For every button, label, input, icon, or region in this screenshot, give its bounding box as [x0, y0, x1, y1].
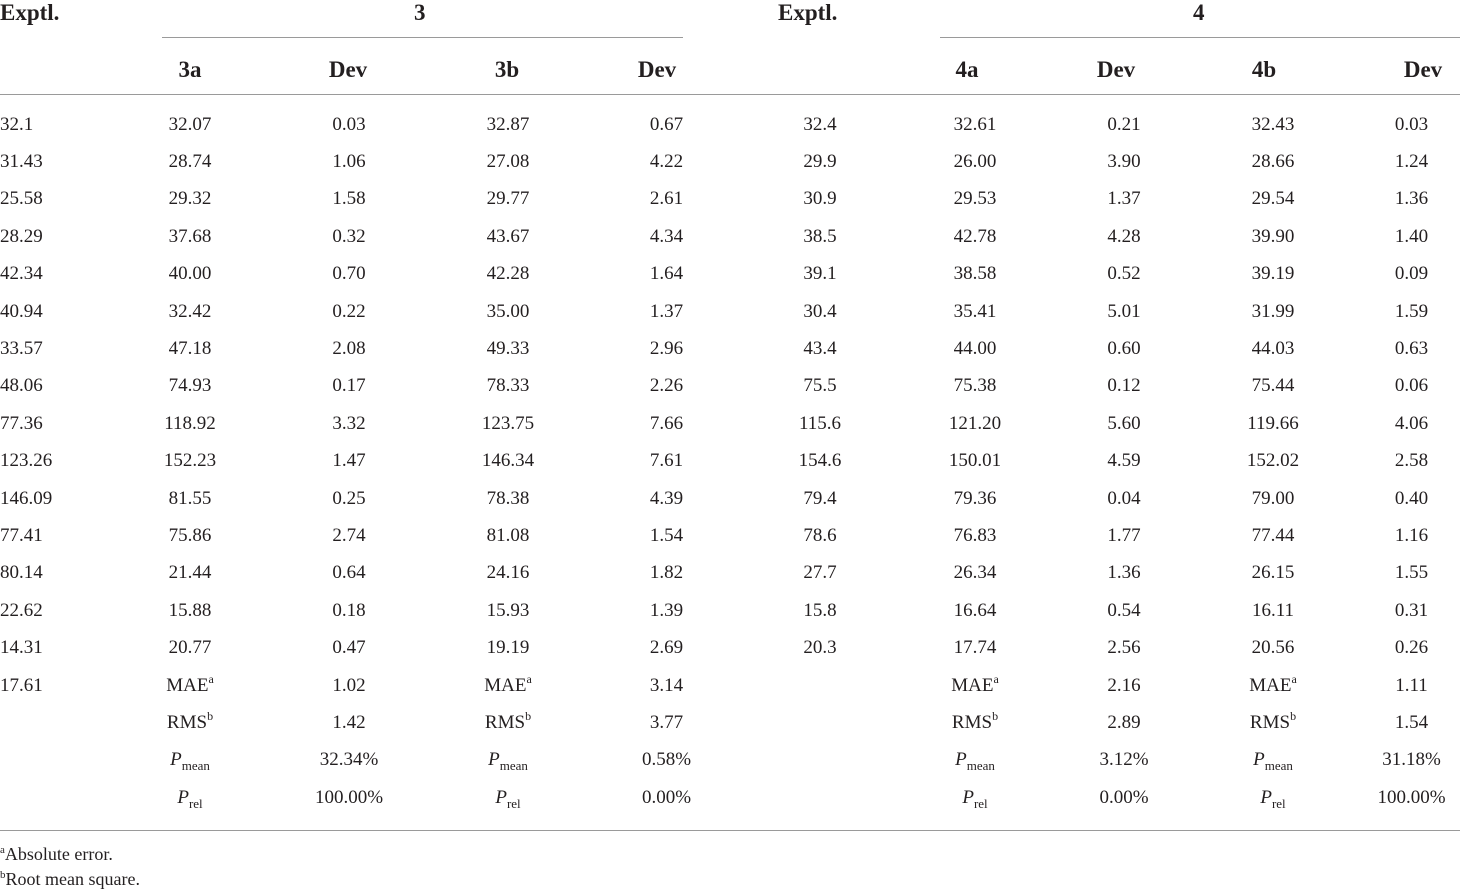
stat-label-3b-sup: a — [526, 671, 532, 686]
value-4b-cell: 75.44 — [1251, 375, 1295, 397]
value-3a-cell: 74.93 — [168, 375, 212, 397]
stat-value-3b: 0.00% — [641, 786, 692, 808]
dev-3b-cell: 7.66 — [649, 412, 684, 434]
stat-label-3b-sub: mean — [499, 758, 528, 774]
dev-4a-cell: 1.37 — [1107, 188, 1141, 210]
stats-row-rms — [0, 704, 1460, 741]
header-col-4b: 4b — [1251, 57, 1277, 82]
exptl-4-cell: 15.8 — [803, 599, 837, 621]
dev-3a-cell: 2.74 — [332, 524, 366, 546]
exptl-4-cell: 27.7 — [803, 562, 837, 584]
stat-label-4b — [1183, 779, 1363, 816]
exptl-3-cell: 77.36 — [0, 412, 43, 434]
stat-label-4a-sub: rel — [973, 795, 988, 811]
dev-4b-cell: 0.31 — [1394, 599, 1429, 621]
value-4b-cell: 20.56 — [1251, 637, 1295, 659]
dev-4a-cell: 3.90 — [1107, 151, 1141, 173]
value-4a-cell: 16.64 — [953, 599, 997, 621]
value-3b-cell: 81.08 — [486, 524, 530, 546]
stat-label-3b-text: P — [488, 749, 500, 771]
table-row — [0, 480, 1460, 517]
header-col-4a-dev: Dev — [1096, 57, 1136, 82]
dev-3a-cell: 0.32 — [332, 225, 366, 247]
value-3b-cell: 78.38 — [486, 487, 530, 509]
value-3a-cell: 47.18 — [168, 338, 212, 360]
stat-label-3a — [120, 742, 260, 779]
stats-row-mae — [0, 667, 1460, 704]
stat-label-4b-text: P — [1260, 786, 1272, 808]
dev-4b-cell: 0.26 — [1394, 637, 1429, 659]
value-4b-cell: 39.90 — [1251, 225, 1295, 247]
dev-3a-cell: 0.18 — [332, 599, 366, 621]
exptl-3-cell: 40.94 — [0, 300, 43, 322]
stat-value-3a: 32.34% — [319, 749, 379, 771]
exptl-3-cell: 33.57 — [0, 338, 43, 360]
stat-label-3a-sub: mean — [181, 758, 210, 774]
value-3a-cell: 15.88 — [168, 599, 212, 621]
value-4a-cell: 42.78 — [953, 225, 997, 247]
stat-value-4b: 31.18% — [1382, 749, 1441, 771]
table-row — [0, 106, 1460, 143]
exptl-3-cell: 31.43 — [0, 151, 43, 173]
value-4b-cell: 79.00 — [1251, 487, 1295, 509]
table-row — [0, 555, 1460, 592]
dev-4b-cell: 1.55 — [1394, 562, 1429, 584]
table-row — [0, 368, 1460, 405]
value-3b-cell: 49.33 — [486, 338, 530, 360]
value-3a-cell: 152.23 — [163, 450, 217, 472]
stat-label-3b-sub: rel — [506, 795, 521, 811]
stats-row-prel — [0, 779, 1460, 816]
stat-label-4a-text: P — [962, 786, 974, 808]
empty-cell — [0, 704, 120, 741]
exptl-3-cell: 25.58 — [0, 188, 43, 210]
stat-value-4b: 1.11 — [1395, 674, 1428, 696]
exptl-3-cell: 17.61 — [0, 674, 43, 696]
header-group-4: 4 — [1193, 0, 1205, 25]
stat-label-4a — [885, 667, 1065, 704]
value-3b-cell: 19.19 — [486, 637, 530, 659]
stat-label-3a — [120, 667, 260, 704]
value-3b-cell: 27.08 — [486, 151, 530, 173]
dev-3b-cell: 1.82 — [649, 562, 684, 584]
dev-3a-cell: 2.08 — [332, 338, 366, 360]
dev-3b-cell: 2.26 — [649, 375, 684, 397]
exptl-4-cell: 115.6 — [798, 412, 842, 434]
dev-4a-cell: 1.36 — [1107, 562, 1141, 584]
dev-4b-cell: 1.24 — [1394, 151, 1429, 173]
stat-value-4a: 0.00% — [1099, 786, 1149, 808]
dev-4a-cell: 4.28 — [1107, 225, 1141, 247]
stat-label-4a-text: MAE — [951, 674, 994, 696]
dev-4a-cell: 0.04 — [1107, 487, 1141, 509]
value-3b-cell: 15.93 — [486, 599, 530, 621]
value-4b-cell: 29.54 — [1251, 188, 1295, 210]
value-4a-cell: 38.58 — [953, 263, 997, 285]
value-4b-cell: 77.44 — [1251, 524, 1295, 546]
dev-3b-cell: 2.69 — [649, 637, 684, 659]
value-4b-cell: 16.11 — [1251, 599, 1295, 621]
stat-label-3a-text: P — [170, 749, 182, 771]
value-3a-cell: 21.44 — [168, 562, 212, 584]
dev-3b-cell: 7.61 — [649, 450, 684, 472]
stat-value-3b: 0.58% — [641, 749, 692, 771]
header-col-3a: 3a — [178, 57, 202, 82]
dev-4a-cell: 4.59 — [1107, 450, 1141, 472]
dev-3a-cell: 0.25 — [332, 487, 366, 509]
dev-3a-cell: 0.22 — [332, 300, 366, 322]
dev-3a-cell: 1.06 — [332, 151, 366, 173]
stat-label-4b — [1183, 704, 1363, 741]
dev-4a-cell: 0.12 — [1107, 375, 1141, 397]
value-3b-cell: 32.87 — [486, 113, 530, 135]
dev-3b-cell: 0.67 — [649, 113, 684, 135]
stat-label-3a — [120, 779, 260, 816]
dev-3b-cell: 4.39 — [649, 487, 684, 509]
footnote-b-text: Root mean square. — [5, 869, 140, 889]
value-3b-cell: 43.67 — [486, 225, 530, 247]
stat-value-3b: 3.14 — [649, 674, 684, 696]
stat-value-3b: 3.77 — [649, 711, 684, 733]
dev-4a-cell: 5.60 — [1107, 412, 1141, 434]
stat-value-4a: 2.16 — [1107, 674, 1141, 696]
dev-4b-cell: 2.58 — [1394, 450, 1429, 472]
exptl-3-cell: 80.14 — [0, 562, 43, 584]
empty-cell — [0, 779, 120, 816]
table-row — [0, 330, 1460, 367]
header-col-3b: 3b — [494, 57, 520, 82]
value-4a-cell: 76.83 — [953, 524, 997, 546]
dev-3a-cell: 1.58 — [332, 188, 366, 210]
dev-3b-cell: 2.61 — [649, 188, 684, 210]
dev-3b-cell: 1.64 — [649, 263, 684, 285]
value-3a-cell: 81.55 — [168, 487, 212, 509]
stat-label-3a-sub: rel — [188, 795, 203, 811]
empty-cell — [755, 704, 885, 741]
value-3b-cell: 42.28 — [486, 263, 530, 285]
dev-3a-cell: 0.03 — [332, 113, 366, 135]
dev-4a-cell: 0.54 — [1107, 599, 1141, 621]
exptl-4-cell: 154.6 — [798, 450, 842, 472]
stat-label-3b — [438, 704, 578, 741]
stat-label-4b-sub: mean — [1264, 758, 1293, 774]
table-row — [0, 218, 1460, 255]
value-4a-cell: 75.38 — [953, 375, 997, 397]
dev-4b-cell: 4.06 — [1394, 412, 1429, 434]
header-col-4b-dev: Dev — [1403, 57, 1443, 82]
exptl-3-cell: 146.09 — [0, 487, 53, 509]
value-4a-cell: 26.34 — [953, 562, 997, 584]
value-4b-cell: 119.66 — [1247, 412, 1299, 434]
group-3-rule — [162, 37, 683, 38]
value-4a-cell: 32.61 — [953, 113, 997, 135]
exptl-4-cell: 79.4 — [803, 487, 837, 509]
stat-label-4b-sup: a — [1291, 671, 1297, 686]
dev-4b-cell: 0.03 — [1394, 113, 1429, 135]
dev-3a-cell: 0.17 — [332, 375, 366, 397]
value-3a-cell: 32.42 — [168, 300, 212, 322]
dev-3b-cell: 1.54 — [649, 524, 684, 546]
value-3b-cell: 146.34 — [481, 450, 535, 472]
stat-label-4a-sub: mean — [966, 758, 995, 774]
table-row — [0, 592, 1460, 629]
exptl-3-cell: 42.34 — [0, 263, 43, 285]
stat-value-3a: 100.00% — [314, 786, 384, 808]
dev-4b-cell: 1.16 — [1394, 524, 1429, 546]
stat-label-3a-sup: a — [208, 671, 214, 686]
stat-label-3a-sup: b — [207, 708, 214, 723]
empty-cell — [755, 667, 885, 704]
data-rows — [0, 106, 1460, 816]
dev-4b-cell: 0.06 — [1394, 375, 1429, 397]
value-3a-cell: 20.77 — [168, 637, 212, 659]
value-3a-cell: 75.86 — [168, 524, 212, 546]
dev-4a-cell: 0.52 — [1107, 263, 1141, 285]
value-4a-cell: 17.74 — [953, 637, 997, 659]
value-3b-cell: 35.00 — [486, 300, 530, 322]
stat-label-3a — [120, 704, 260, 741]
stat-label-4b — [1183, 742, 1363, 779]
exptl-4-cell: 43.4 — [803, 338, 837, 360]
dev-3a-cell: 3.32 — [332, 412, 366, 434]
stat-label-3a-text: P — [177, 786, 189, 808]
table-row — [0, 405, 1460, 442]
exptl-4-cell: 30.4 — [803, 300, 837, 322]
value-4b-cell: 32.43 — [1251, 113, 1295, 135]
stat-label-3b — [438, 742, 578, 779]
exptl-3-cell: 48.06 — [0, 375, 43, 397]
dev-4a-cell: 2.56 — [1107, 637, 1141, 659]
dev-3a-cell: 1.47 — [332, 450, 366, 472]
table-row — [0, 181, 1460, 218]
value-4a-cell: 121.20 — [948, 412, 1002, 434]
stat-value-4a: 3.12% — [1099, 749, 1149, 771]
stat-label-4b-text: MAE — [1249, 674, 1292, 696]
value-3b-cell: 24.16 — [486, 562, 530, 584]
dev-3a-cell: 0.64 — [332, 562, 366, 584]
header-col-4a: 4a — [955, 57, 979, 82]
stat-label-3b — [438, 667, 578, 704]
group-4-rule — [940, 37, 1460, 38]
value-3b-cell: 78.33 — [486, 375, 530, 397]
stat-label-4a-text: P — [955, 749, 967, 771]
dev-3b-cell: 1.39 — [649, 599, 684, 621]
stats-row-pmean — [0, 742, 1460, 779]
table-row — [0, 143, 1460, 180]
header-col-3a-dev: Dev — [328, 57, 368, 82]
dev-4a-cell: 0.21 — [1107, 113, 1141, 135]
stat-label-4b-text: RMS — [1249, 711, 1291, 733]
stat-label-3a-text: MAE — [166, 674, 209, 696]
footnote-a-mark: a — [0, 844, 5, 856]
table-row — [0, 517, 1460, 554]
value-3b-cell: 123.75 — [481, 412, 535, 434]
exptl-4-cell: 75.5 — [803, 375, 837, 397]
header-group-3: 3 — [414, 0, 426, 25]
value-4b-cell: 26.15 — [1251, 562, 1295, 584]
value-3b-cell: 29.77 — [486, 188, 530, 210]
stat-label-4b-sub: rel — [1271, 795, 1286, 811]
exptl-3-cell: 14.31 — [0, 637, 43, 659]
stat-label-4a-text: RMS — [951, 711, 993, 733]
stat-value-3a: 1.02 — [332, 674, 366, 696]
value-3a-cell: 40.00 — [168, 263, 212, 285]
value-4a-cell: 29.53 — [953, 188, 997, 210]
dev-3a-cell: 0.70 — [332, 263, 366, 285]
dev-4b-cell: 1.59 — [1394, 300, 1429, 322]
header-exptl-right: Exptl. — [778, 0, 838, 25]
table-row — [0, 443, 1460, 480]
dev-4b-cell: 1.40 — [1394, 225, 1429, 247]
stat-value-4b: 1.54 — [1394, 711, 1429, 733]
stat-label-3b-sup: b — [525, 708, 532, 723]
value-4b-cell: 28.66 — [1251, 151, 1295, 173]
exptl-3-cell: 28.29 — [0, 225, 43, 247]
value-4a-cell: 44.00 — [953, 338, 997, 360]
value-3a-cell: 28.74 — [168, 151, 212, 173]
stat-label-4a — [885, 779, 1065, 816]
dev-3b-cell: 4.22 — [649, 151, 684, 173]
stat-label-4b-sup: b — [1290, 708, 1297, 723]
dev-4a-cell: 5.01 — [1107, 300, 1141, 322]
empty-cell — [0, 742, 120, 779]
empty-cell — [755, 742, 885, 779]
value-4a-cell: 150.01 — [948, 450, 1002, 472]
stat-label-4a-sup: a — [993, 671, 999, 686]
dev-4b-cell: 0.63 — [1394, 338, 1429, 360]
table-row — [0, 293, 1460, 330]
stat-label-4a — [885, 742, 1065, 779]
header-exptl-left: Exptl. — [0, 0, 60, 25]
dev-3b-cell: 4.34 — [649, 225, 684, 247]
exptl-3-cell: 22.62 — [0, 599, 43, 621]
stat-label-3b-text: P — [495, 786, 507, 808]
dev-3b-cell: 1.37 — [649, 300, 684, 322]
exptl-3-cell: 123.26 — [0, 450, 53, 472]
stat-label-4b — [1183, 667, 1363, 704]
value-4b-cell: 39.19 — [1251, 263, 1295, 285]
stat-label-4a — [885, 704, 1065, 741]
stat-value-4a: 2.89 — [1107, 711, 1141, 733]
exptl-4-cell: 32.4 — [803, 113, 837, 135]
data-table — [0, 106, 1460, 816]
footnote-b — [0, 869, 140, 889]
stat-label-4b-text: P — [1253, 749, 1265, 771]
stat-label-3b-text: RMS — [484, 711, 526, 733]
exptl-4-cell: 30.9 — [803, 188, 837, 210]
stat-label-4a-sup: b — [992, 708, 999, 723]
dev-4a-cell: 0.60 — [1107, 338, 1141, 360]
dev-3b-cell: 2.96 — [649, 338, 684, 360]
value-4a-cell: 79.36 — [953, 487, 997, 509]
stat-value-3a: 1.42 — [332, 711, 366, 733]
value-3a-cell: 37.68 — [168, 225, 212, 247]
exptl-3-cell: 77.41 — [0, 524, 43, 546]
stat-label-3b-text: MAE — [484, 674, 527, 696]
exptl-4-cell: 29.9 — [803, 151, 837, 173]
value-3a-cell: 32.07 — [168, 113, 212, 135]
table-bottom-rule — [0, 830, 1460, 831]
value-3a-cell: 29.32 — [168, 188, 212, 210]
header-bottom-rule — [0, 94, 1460, 95]
header-col-3b-dev: Dev — [637, 57, 677, 82]
table-row — [0, 256, 1460, 293]
stat-label-3a-text: RMS — [166, 711, 208, 733]
exptl-4-cell: 20.3 — [803, 637, 837, 659]
dev-4b-cell: 1.36 — [1394, 188, 1429, 210]
table-row — [0, 629, 1460, 666]
dev-4b-cell: 0.09 — [1394, 263, 1429, 285]
footnote-a — [0, 844, 113, 864]
exptl-3-cell: 32.1 — [0, 113, 34, 135]
value-4a-cell: 26.00 — [953, 151, 997, 173]
footnote-b-mark: b — [0, 869, 6, 881]
dev-4b-cell: 0.40 — [1394, 487, 1429, 509]
empty-cell — [755, 779, 885, 816]
exptl-4-cell: 38.5 — [803, 225, 837, 247]
dev-3a-cell: 0.47 — [332, 637, 366, 659]
exptl-4-cell: 78.6 — [803, 524, 837, 546]
stat-label-3b — [438, 779, 578, 816]
footnote-a-text: Absolute error. — [4, 844, 113, 864]
value-4b-cell: 31.99 — [1251, 300, 1295, 322]
dev-4a-cell: 1.77 — [1107, 524, 1141, 546]
stat-value-4b: 100.00% — [1377, 786, 1446, 808]
exptl-4-cell: 39.1 — [803, 263, 837, 285]
value-4b-cell: 152.02 — [1246, 450, 1300, 472]
value-4a-cell: 35.41 — [953, 300, 997, 322]
value-3a-cell: 118.92 — [164, 412, 216, 434]
value-4b-cell: 44.03 — [1251, 338, 1295, 360]
